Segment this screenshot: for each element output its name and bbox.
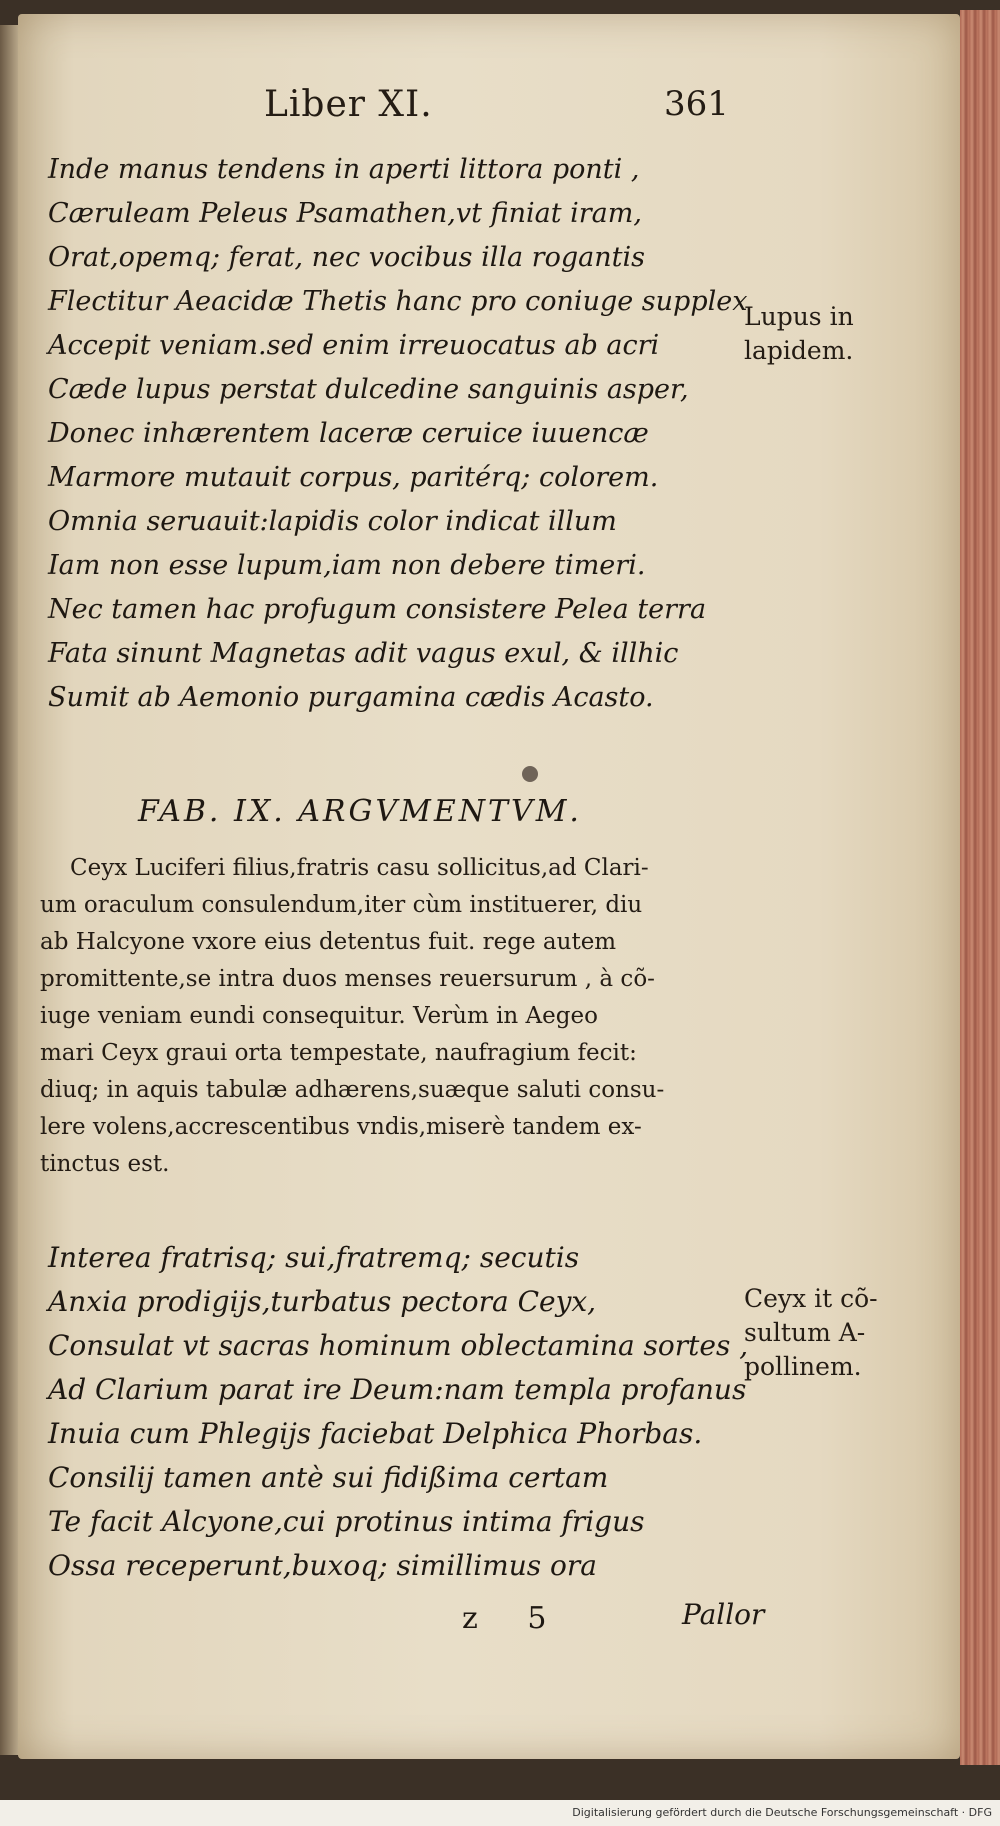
verse-line: Cæde lupus perstat dulcedine sanguinis asper, [48,374,689,405]
verse-line: Nec tamen hac profugum consistere Pelea terra [48,594,707,625]
page-number: 361 [664,84,729,124]
argument-paragraph [40,850,664,1183]
verse-line: Marmore mutauit corpus, paritérq; colorem. [48,462,659,493]
catchword: Pallor [682,1598,765,1631]
argument-line: mari Ceyx graui orta tempestate, naufragium fecit: [40,1040,637,1066]
argument-line: ab Halcyone vxore eius detentus fuit. rege autem [40,929,617,955]
ink-spot [522,766,538,782]
footer-credit: Digitalisierung gefördert durch die Deutsche Forschungsgemeinschaft · DFG [572,1806,992,1819]
verse-line: Te facit Alcyone,cui protinus intima frigus [48,1505,645,1538]
fable-heading: FAB. IX. ARGVMENTVM. [138,794,582,829]
margin-note-line: Ceyx it cõ- [744,1284,878,1313]
verse-line: Consulat vt sacras hominum oblectamina sortes , [48,1329,749,1362]
margin-note-ceyx [744,1282,878,1384]
margin-note-lupus [744,300,854,368]
running-head-title: Liber XI. [264,84,433,125]
argument-line: lere volens,accrescentibus vndis,miserè tandem ex- [40,1114,642,1140]
argument-line: tinctus est. [40,1151,170,1177]
verse-line: Interea fratrisq; sui,fratremq; secutis [48,1241,580,1274]
verse-line: Sumit ab Aemonio purgamina cædis Acasto. [48,682,654,713]
argument-line: um oraculum consulendum,iter cùm instituerer, diu [40,892,643,918]
verse-line: Orat,opemq; ferat, nec vocibus illa rogantis [48,242,645,273]
verse-line: Consilij tamen antè sui fidißima certam [48,1461,609,1494]
verse-line: Inuia cum Phlegijs faciebat Delphica Phorbas. [48,1417,703,1450]
verse-block-2 [48,1236,748,1588]
verse-line: Ad Clarium parat ire Deum:nam templa profanus [48,1373,747,1406]
verse-block-1 [48,148,747,720]
verse-line: Iam non esse lupum,iam non debere timeri. [48,550,646,581]
argument-line: promittente,se intra duos menses reuersurum , à cõ- [40,966,655,992]
verse-line: Accepit veniam.sed enim irreuocatus ab acri [48,330,660,361]
verse-line: Flectitur Aeacidæ Thetis hanc pro coniuge supplex [48,286,748,317]
verse-line: Anxia prodigijs,turbatus pectora Ceyx, [48,1285,597,1318]
signature-mark: z 5 [462,1601,567,1636]
argument-line: diuq; in aquis tabulæ adhærens,suæque saluti consu- [40,1077,665,1103]
margin-note-line: Lupus in [744,302,854,331]
argument-line: Ceyx Luciferi filius,fratris casu sollicitus,ad Clari- [70,855,649,881]
verse-line: Ossa receperunt,buxoq; simillimus ora [48,1549,597,1582]
verse-line: Donec inhærentem laceræ ceruice iuuencæ [48,418,649,449]
page-edges-right [960,10,1000,1765]
left-page-edge [0,25,20,1755]
verse-line: Omnia seruauit:lapidis color indicat illum [48,506,617,537]
verse-line: Cæruleam Peleus Psamathen,vt finiat iram, [48,198,642,229]
verse-line: Fata sinunt Magnetas adit vagus exul, & illhic [48,638,679,669]
margin-note-line: lapidem. [744,336,854,365]
verse-line: Inde manus tendens in aperti littora ponti , [48,154,640,185]
margin-note-line: sultum A- [744,1318,866,1347]
margin-note-line: pollinem. [744,1352,862,1381]
argument-line: iuge veniam eundi consequitur. Verùm in Aegeo [40,1003,598,1029]
